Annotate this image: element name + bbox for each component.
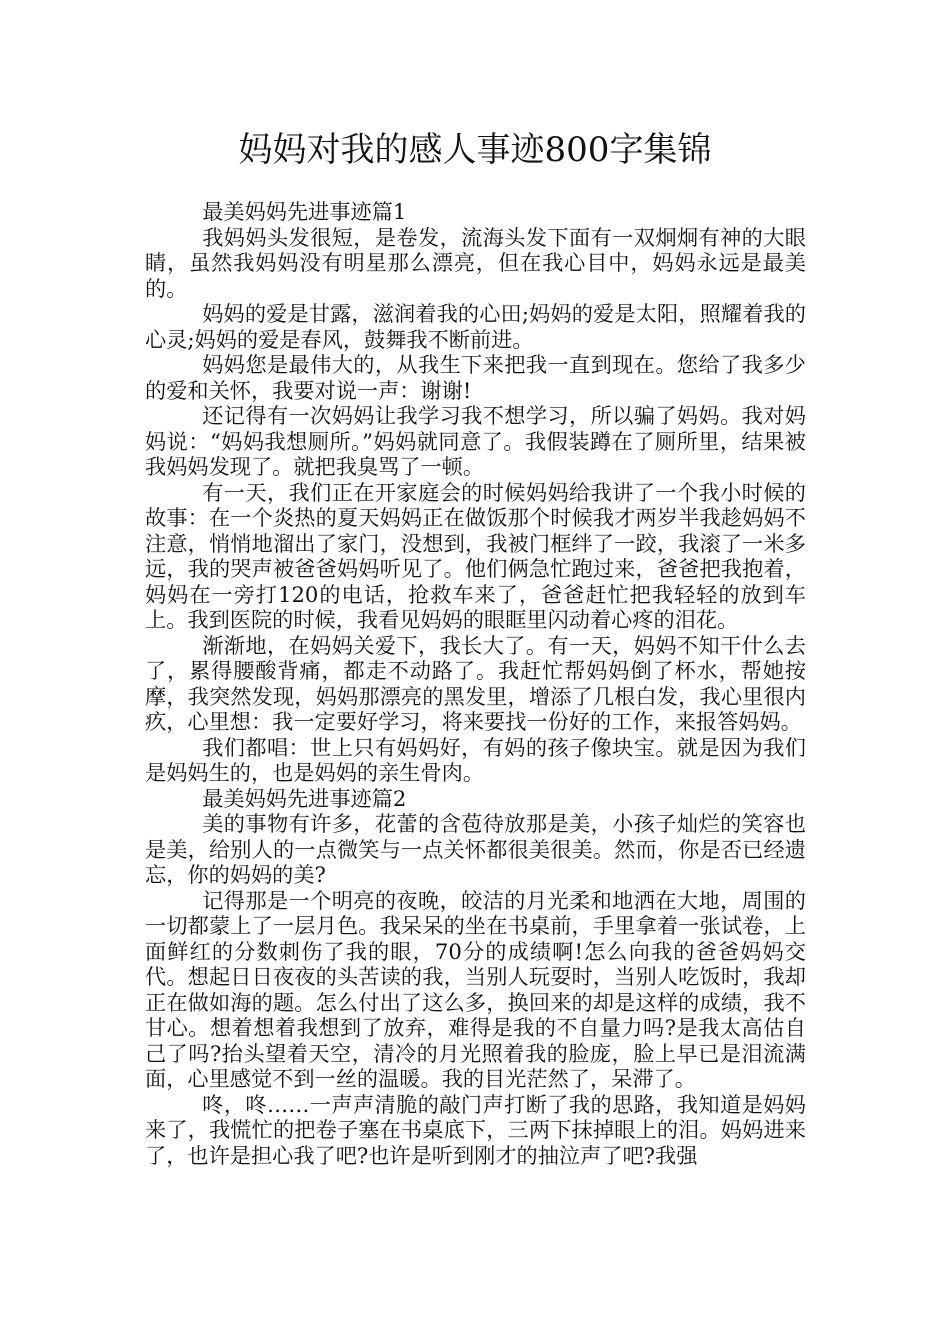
paragraph: 美的事物有许多，花蕾的含苞待放那是美，小孩子灿烂的笑容也是美，给别人的一点微笑与一点关怀都很美很美。然而，你是否已经遗忘，你的妈妈的美? <box>145 811 806 887</box>
paragraph: 渐渐地，在妈妈关爱下，我长大了。有一天，妈妈不知干什么去了，累得腰酸背痛，都走不动路了。我赶忙帮妈妈倒了杯水，帮她按摩，我突然发现，妈妈那漂亮的黑发里，增添了几根白发，我心里很内疚，心里想：我一定要好学习，将来要找一份好的工作，来报答妈妈。 <box>145 632 806 734</box>
section-heading: 最美妈妈先进事迹篇2 <box>202 785 407 811</box>
document-body <box>145 199 806 1168</box>
paragraph: 记得那是一个明亮的夜晚，皎洁的月光柔和地洒在大地，周围的一切都蒙上了一层月色。我呆呆的坐在书桌前，手里拿着一张试卷，上面鲜红的分数刺伤了我的眼，70分的成绩啊!怎么向我的爸爸妈妈交代。想起日日夜夜的头苦读的我，当别人玩耍时，当别人吃饭时，我却正在做如海的题。怎么付出了这么多，换回来的却是这样的成绩，我不甘心。想着想着我想到了放弃，难得是我的不自量力吗?是我太高估自己了吗?抬头望着天空，清冷的月光照着我的脸庞，脸上早已是泪流满面，心里感觉不到一丝的温暖。我的目光茫然了，呆滞了。 <box>145 887 806 1091</box>
paragraph: 我妈妈头发很短，是卷发，流海头发下面有一双炯炯有神的大眼睛，虽然我妈妈没有明星那么漂亮，但在我心目中，妈妈永远是最美的。 <box>145 224 806 301</box>
paragraph: 咚，咚……一声声清脆的敲门声打断了我的思路，我知道是妈妈来了，我慌忙的把卷子塞在书桌底下，三两下抹掉眼上的泪。妈妈进来了，也许是担心我了吧?也许是听到刚才的抽泣声了吧?我强 <box>145 1091 806 1168</box>
document-title: 妈妈对我的感人事迹800字集锦 <box>238 130 712 170</box>
paragraph: 我们都唱：世上只有妈妈好，有妈的孩子像块宝。就是因为我们是妈妈生的，也是妈妈的亲生骨肉。 <box>145 734 806 785</box>
paragraph: 妈妈的爱是甘露，滋润着我的心田;妈妈的爱是太阳，照耀着我的心灵;妈妈的爱是春风，鼓舞我不断前进。 <box>145 301 806 352</box>
paragraph: 妈妈您是最伟大的，从我生下来把我一直到现在。您给了我多少的爱和关怀，我要对说一声：谢谢! <box>145 352 806 403</box>
paragraph: 有一天，我们正在开家庭会的时候妈妈给我讲了一个我小时候的故事：在一个炎热的夏天妈妈正在做饭那个时候我才两岁半我趁妈妈不注意，悄悄地溜出了家门，没想到，我被门框绊了一跤，我滚了一米多远，我的哭声被爸爸妈妈听见了。他们俩急忙跑过来，爸爸把我抱着，妈妈在一旁打120的电话，抢救车来了，爸爸赶忙把我轻轻的放到车上。我到医院的时候，我看见妈妈的眼眶里闪动着心疼的泪花。 <box>145 479 806 632</box>
paragraph: 还记得有一次妈妈让我学习我不想学习，所以骗了妈妈。我对妈妈说：“妈妈我想厕所。”妈妈就同意了。我假装蹲在了厕所里，结果被我妈妈发现了。就把我臭骂了一顿。 <box>145 403 806 479</box>
section-heading: 最美妈妈先进事迹篇1 <box>202 199 407 224</box>
